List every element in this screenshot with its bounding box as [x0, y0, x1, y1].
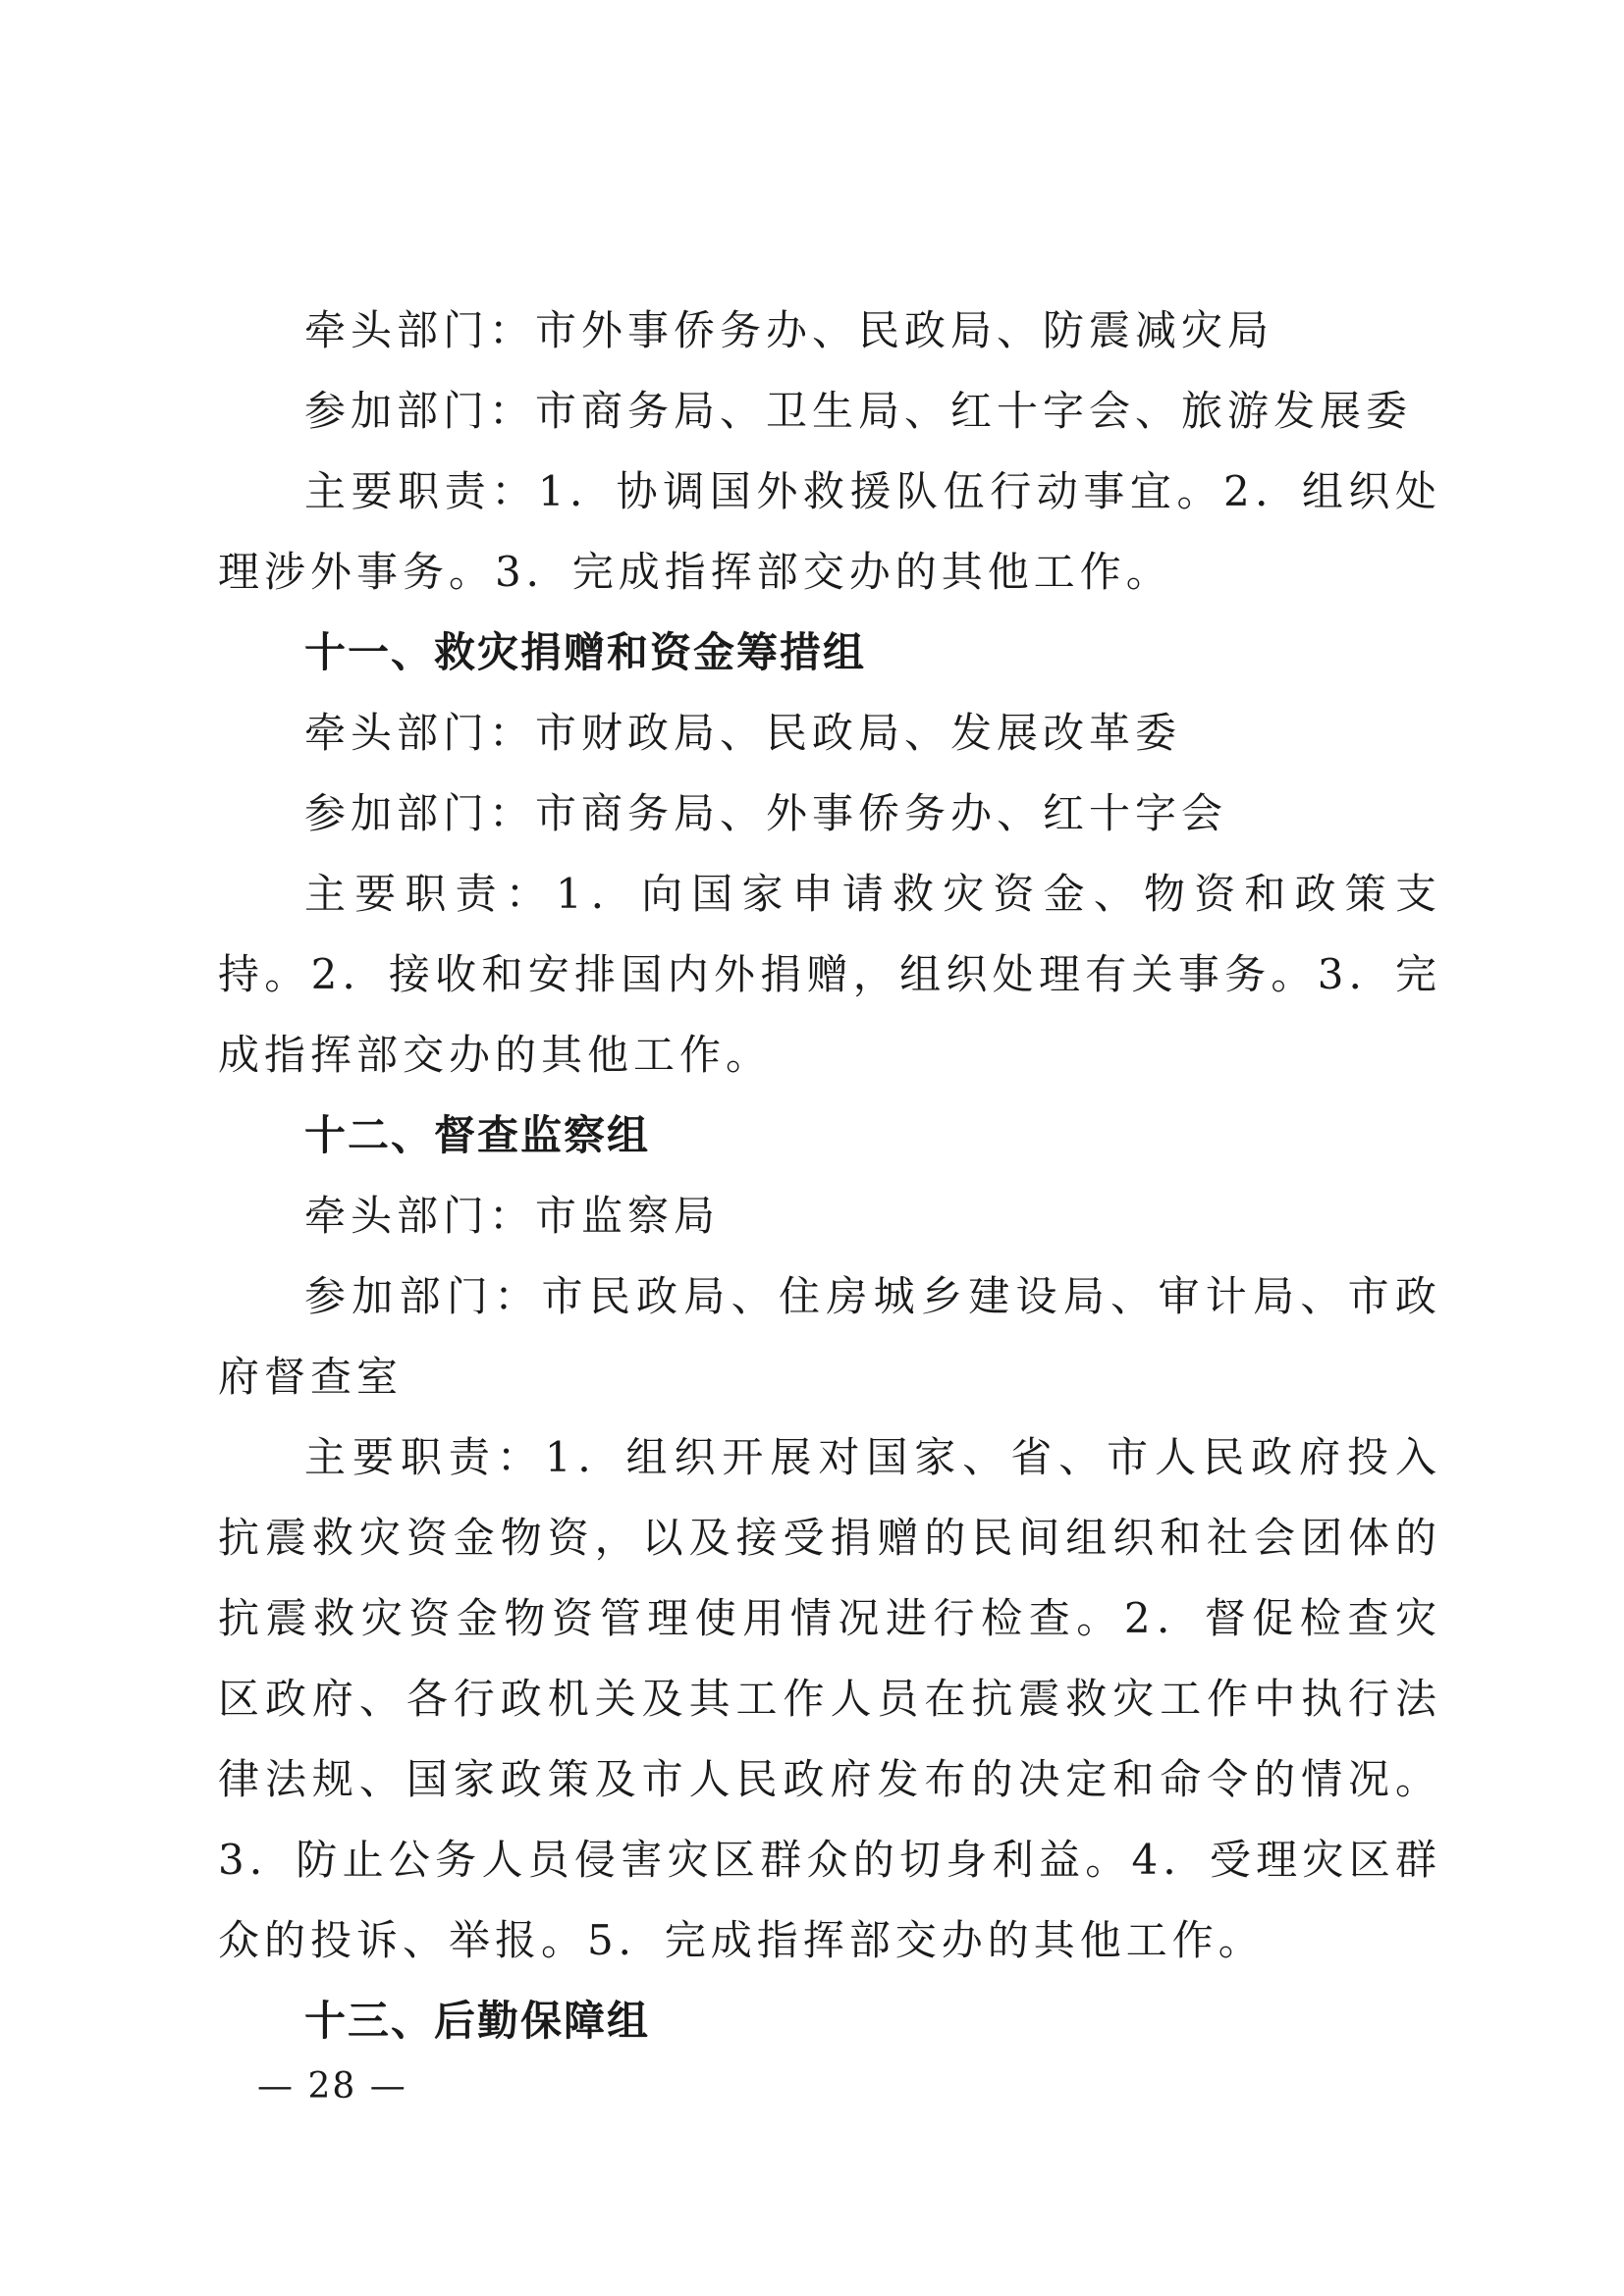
- section-13-heading: 十三、后勤保障组: [304, 1997, 651, 2045]
- section-12-participating-departments: 参加部门：市民政局、住房城乡建设局、审计局、市政府督查室: [218, 1272, 1441, 1401]
- section-12-lead-departments: 牵头部门：市监察局: [304, 1192, 721, 1240]
- section-11-participating-departments: 参加部门：市商务局、外事侨务办、红十字会: [304, 789, 1228, 837]
- section-10-participating-departments: 参加部门：市商务局、卫生局、红十字会、旅游发展委: [304, 387, 1413, 435]
- section-11-heading: 十一、救灾捐赠和资金筹措组: [304, 628, 867, 676]
- section-12-main-duties: 主要职责：1．组织开展对国家、省、市人民政府投入抗震救灾资金物资，以及接受捐赠的民间组织和社会团体的抗震救灾资金物资管理使用情况进行检查。2．督促检查灾区政府、各行政机关及其工作人员在抗震救灾工作中执行法律法规、国家政策及市人民政府发布的决定和命令的情况。3．防止公务人员侵害灾区群众的切身利益。4．受理灾区群众的投诉、举报。5．完成指挥部交办的其他工作。: [218, 1433, 1441, 1964]
- section-11-main-duties: 主要职责：1．向国家申请救灾资金、物资和政策支持。2．接收和安排国内外捐赠，组织处理有关事务。3．完成指挥部交办的其他工作。: [218, 870, 1441, 1079]
- section-12-heading: 十二、督查监察组: [304, 1111, 651, 1159]
- section-11-lead-departments: 牵头部门：市财政局、民政局、发展改革委: [304, 709, 1182, 757]
- document-body: [218, 291, 1441, 2061]
- section-10-main-duties: 主要职责：1．协调国外救援队伍行动事宜。2．组织处理涉外事务。3．完成指挥部交办的其他工作。: [218, 467, 1441, 596]
- page-number: — 28 —: [257, 2066, 407, 2107]
- section-10-lead-departments: 牵头部门：市外事侨务办、民政局、防震减灾局: [304, 306, 1274, 354]
